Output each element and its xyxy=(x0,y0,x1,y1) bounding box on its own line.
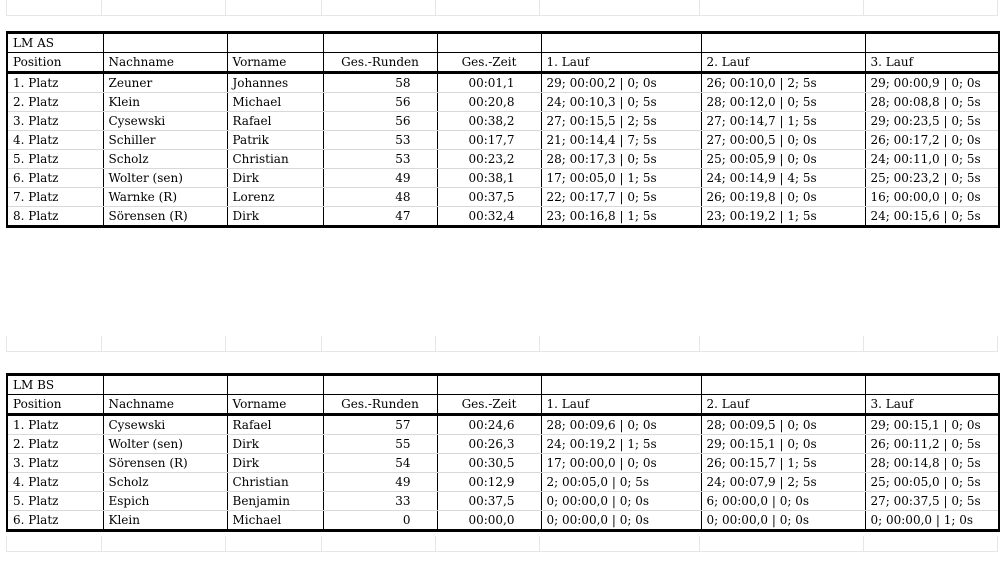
table-row xyxy=(7,131,999,150)
cell-lauf-2[interactable]: 26; 00:15,7 | 1; 5s xyxy=(701,454,865,473)
column-header-lauf-3[interactable]: 3. Lauf xyxy=(865,395,999,415)
column-header-ges-runden[interactable]: Ges.-Runden xyxy=(323,53,437,73)
empty-cell[interactable] xyxy=(227,33,323,53)
cell-position[interactable]: 1. Platz xyxy=(7,415,103,435)
cell-lauf-3[interactable]: 25; 00:05,0 | 0; 5s xyxy=(865,473,999,492)
cell-lauf-3[interactable]: 27; 00:37,5 | 0; 5s xyxy=(865,492,999,511)
empty-cell[interactable] xyxy=(701,33,865,53)
cell-ges-zeit[interactable]: 00:12,9 xyxy=(437,473,541,492)
cell-nachname[interactable]: Wolter (sen) xyxy=(103,435,227,454)
cell-lauf-1[interactable]: 28; 00:09,6 | 0; 0s xyxy=(541,415,701,435)
cell-ges-zeit[interactable]: 00:00,0 xyxy=(437,511,541,531)
empty-cell[interactable] xyxy=(227,375,323,395)
cell-lauf-2[interactable]: 0; 00:00,0 | 0; 0s xyxy=(701,511,865,531)
column-header-lauf-1[interactable]: 1. Lauf xyxy=(541,53,701,73)
cell-lauf-3[interactable]: 26; 00:11,2 | 0; 5s xyxy=(865,435,999,454)
cell-lauf-3[interactable]: 16; 00:00,0 | 0; 0s xyxy=(865,188,999,207)
empty-grid-row xyxy=(6,336,998,352)
cell-lauf-3[interactable]: 29; 00:00,9 | 0; 0s xyxy=(865,73,999,93)
cell-ges-zeit[interactable]: 00:20,8 xyxy=(437,93,541,112)
cell-ges-zeit[interactable]: 00:01,1 xyxy=(437,73,541,93)
cell-lauf-2[interactable]: 26; 00:10,0 | 2; 5s xyxy=(701,73,865,93)
cell-ges-runden[interactable]: 0 xyxy=(323,511,437,531)
table-row xyxy=(7,169,999,188)
cell-lauf-1[interactable]: 29; 00:00,2 | 0; 0s xyxy=(541,73,701,93)
cell-position[interactable]: 4. Platz xyxy=(7,131,103,150)
cell-lauf-2[interactable]: 24; 00:07,9 | 2; 5s xyxy=(701,473,865,492)
column-header-lauf-2[interactable]: 2. Lauf xyxy=(701,395,865,415)
cell-lauf-3[interactable]: 25; 00:23,2 | 0; 5s xyxy=(865,169,999,188)
cell-ges-runden[interactable]: 57 xyxy=(323,415,437,435)
cell-ges-runden[interactable]: 47 xyxy=(323,207,437,227)
column-header-ges-zeit[interactable]: Ges.-Zeit xyxy=(437,53,541,73)
empty-grid-row xyxy=(6,0,998,16)
empty-cell[interactable] xyxy=(701,375,865,395)
cell-position[interactable]: 2. Platz xyxy=(7,93,103,112)
cell-ges-runden[interactable]: 56 xyxy=(323,112,437,131)
cell-lauf-3[interactable]: 28; 00:14,8 | 0; 5s xyxy=(865,454,999,473)
column-header-lauf-2[interactable]: 2. Lauf xyxy=(701,53,865,73)
column-header-lauf-3[interactable]: 3. Lauf xyxy=(865,53,999,73)
cell-lauf-2[interactable]: 29; 00:15,1 | 0; 0s xyxy=(701,435,865,454)
cell-lauf-3[interactable]: 0; 00:00,0 | 1; 0s xyxy=(865,511,999,531)
cell-lauf-1[interactable]: 0; 00:00,0 | 0; 0s xyxy=(541,492,701,511)
cell-ges-zeit[interactable]: 00:23,2 xyxy=(437,150,541,169)
cell-ges-zeit[interactable]: 00:17,7 xyxy=(437,131,541,150)
table-row xyxy=(7,150,999,169)
cell-lauf-1[interactable]: 22; 00:17,7 | 0; 5s xyxy=(541,188,701,207)
empty-cell[interactable] xyxy=(541,33,701,53)
empty-cell[interactable] xyxy=(323,33,437,53)
cell-position[interactable]: 4. Platz xyxy=(7,473,103,492)
table-row xyxy=(7,473,999,492)
results-table-lm-as xyxy=(6,31,1000,228)
cell-nachname[interactable]: Warnke (R) xyxy=(103,188,227,207)
table-title[interactable]: LM BS xyxy=(7,375,103,395)
cell-lauf-1[interactable]: 21; 00:14,4 | 7; 5s xyxy=(541,131,701,150)
table-row xyxy=(7,112,999,131)
empty-cell[interactable] xyxy=(103,33,227,53)
cell-ges-zeit[interactable]: 00:37,5 xyxy=(437,492,541,511)
results-table-lm-bs xyxy=(6,373,1000,532)
cell-vorname[interactable]: Rafael xyxy=(227,112,323,131)
empty-grid-row xyxy=(6,536,998,552)
empty-cell[interactable] xyxy=(437,375,541,395)
cell-lauf-1[interactable]: 23; 00:16,8 | 1; 5s xyxy=(541,207,701,227)
table-title[interactable]: LM AS xyxy=(7,33,103,53)
cell-position[interactable]: 8. Platz xyxy=(7,207,103,227)
cell-ges-runden[interactable]: 56 xyxy=(323,93,437,112)
column-header-position[interactable]: Position xyxy=(7,53,103,73)
cell-lauf-2[interactable]: 6; 00:00,0 | 0; 0s xyxy=(701,492,865,511)
cell-lauf-2[interactable]: 27; 00:14,7 | 1; 5s xyxy=(701,112,865,131)
cell-lauf-3[interactable]: 24; 00:15,6 | 0; 5s xyxy=(865,207,999,227)
column-header-ges-runden[interactable]: Ges.-Runden xyxy=(323,395,437,415)
cell-ges-runden[interactable]: 49 xyxy=(323,473,437,492)
cell-lauf-3[interactable]: 24; 00:11,0 | 0; 5s xyxy=(865,150,999,169)
table-row xyxy=(7,207,999,227)
cell-ges-zeit[interactable]: 00:37,5 xyxy=(437,188,541,207)
empty-cell[interactable] xyxy=(103,375,227,395)
cell-position[interactable]: 3. Platz xyxy=(7,454,103,473)
cell-lauf-2[interactable]: 25; 00:05,9 | 0; 0s xyxy=(701,150,865,169)
cell-vorname[interactable]: Dirk xyxy=(227,435,323,454)
cell-vorname[interactable]: Michael xyxy=(227,511,323,531)
cell-position[interactable]: 5. Platz xyxy=(7,150,103,169)
cell-vorname[interactable]: Johannes xyxy=(227,73,323,93)
cell-position[interactable]: 1. Platz xyxy=(7,73,103,93)
cell-ges-runden[interactable]: 49 xyxy=(323,169,437,188)
cell-lauf-1[interactable]: 27; 00:15,5 | 2; 5s xyxy=(541,112,701,131)
table-row xyxy=(7,435,999,454)
table-row xyxy=(7,415,999,435)
cell-lauf-1[interactable]: 28; 00:17,3 | 0; 5s xyxy=(541,150,701,169)
cell-ges-zeit[interactable]: 00:32,4 xyxy=(437,207,541,227)
cell-position[interactable]: 2. Platz xyxy=(7,435,103,454)
cell-vorname[interactable]: Christian xyxy=(227,150,323,169)
table-row xyxy=(7,454,999,473)
empty-cell[interactable] xyxy=(541,375,701,395)
column-header-vorname[interactable]: Vorname xyxy=(227,53,323,73)
cell-vorname[interactable]: Michael xyxy=(227,93,323,112)
table-body xyxy=(7,73,999,227)
empty-cell[interactable] xyxy=(865,33,999,53)
cell-vorname[interactable]: Christian xyxy=(227,473,323,492)
cell-ges-runden[interactable]: 58 xyxy=(323,73,437,93)
table-row xyxy=(7,188,999,207)
cell-vorname[interactable]: Benjamin xyxy=(227,492,323,511)
cell-ges-runden[interactable]: 48 xyxy=(323,188,437,207)
column-header-nachname[interactable]: Nachname xyxy=(103,395,227,415)
cell-ges-runden[interactable]: 54 xyxy=(323,454,437,473)
cell-position[interactable]: 6. Platz xyxy=(7,169,103,188)
column-header-vorname[interactable]: Vorname xyxy=(227,395,323,415)
cell-ges-zeit[interactable]: 00:38,2 xyxy=(437,112,541,131)
cell-nachname[interactable]: Sörensen (R) xyxy=(103,207,227,227)
cell-nachname[interactable]: Sörensen (R) xyxy=(103,454,227,473)
cell-nachname[interactable]: Cysewski xyxy=(103,415,227,435)
header-row xyxy=(7,395,999,415)
cell-nachname[interactable]: Espich xyxy=(103,492,227,511)
cell-lauf-3[interactable]: 28; 00:08,8 | 0; 5s xyxy=(865,93,999,112)
cell-nachname[interactable]: Scholz xyxy=(103,150,227,169)
cell-lauf-2[interactable]: 27; 00:00,5 | 0; 0s xyxy=(701,131,865,150)
cell-ges-zeit[interactable]: 00:24,6 xyxy=(437,415,541,435)
cell-nachname[interactable]: Cysewski xyxy=(103,112,227,131)
table-row xyxy=(7,73,999,93)
cell-lauf-3[interactable]: 29; 00:15,1 | 0; 0s xyxy=(865,415,999,435)
cell-vorname[interactable]: Lorenz xyxy=(227,188,323,207)
cell-nachname[interactable]: Klein xyxy=(103,93,227,112)
cell-ges-runden[interactable]: 33 xyxy=(323,492,437,511)
table-row xyxy=(7,511,999,531)
table-title-row xyxy=(7,33,999,53)
cell-nachname[interactable]: Wolter (sen) xyxy=(103,169,227,188)
cell-position[interactable]: 3. Platz xyxy=(7,112,103,131)
cell-lauf-2[interactable]: 24; 00:14,9 | 4; 5s xyxy=(701,169,865,188)
table-title-row xyxy=(7,375,999,395)
cell-lauf-1[interactable]: 17; 00:00,0 | 0; 0s xyxy=(541,454,701,473)
column-header-nachname[interactable]: Nachname xyxy=(103,53,227,73)
cell-vorname[interactable]: Dirk xyxy=(227,169,323,188)
table-row xyxy=(7,492,999,511)
table-row xyxy=(7,93,999,112)
cell-lauf-1[interactable]: 2; 00:05,0 | 0; 5s xyxy=(541,473,701,492)
cell-lauf-2[interactable]: 28; 00:12,0 | 0; 5s xyxy=(701,93,865,112)
column-header-lauf-1[interactable]: 1. Lauf xyxy=(541,395,701,415)
cell-ges-zeit[interactable]: 00:26,3 xyxy=(437,435,541,454)
cell-lauf-2[interactable]: 28; 00:09,5 | 0; 0s xyxy=(701,415,865,435)
cell-nachname[interactable]: Klein xyxy=(103,511,227,531)
cell-lauf-2[interactable]: 26; 00:19,8 | 0; 0s xyxy=(701,188,865,207)
cell-lauf-3[interactable]: 29; 00:23,5 | 0; 5s xyxy=(865,112,999,131)
cell-ges-runden[interactable]: 53 xyxy=(323,131,437,150)
cell-lauf-1[interactable]: 24; 00:10,3 | 0; 5s xyxy=(541,93,701,112)
cell-vorname[interactable]: Rafael xyxy=(227,415,323,435)
empty-cell[interactable] xyxy=(865,375,999,395)
table-body xyxy=(7,415,999,531)
cell-nachname[interactable]: Schiller xyxy=(103,131,227,150)
column-header-ges-zeit[interactable]: Ges.-Zeit xyxy=(437,395,541,415)
cell-position[interactable]: 7. Platz xyxy=(7,188,103,207)
cell-position[interactable]: 6. Platz xyxy=(7,511,103,531)
header-row xyxy=(7,53,999,73)
cell-vorname[interactable]: Dirk xyxy=(227,454,323,473)
cell-lauf-3[interactable]: 26; 00:17,2 | 0; 0s xyxy=(865,131,999,150)
cell-ges-runden[interactable]: 53 xyxy=(323,150,437,169)
cell-lauf-1[interactable]: 17; 00:05,0 | 1; 5s xyxy=(541,169,701,188)
cell-lauf-1[interactable]: 0; 00:00,0 | 0; 0s xyxy=(541,511,701,531)
cell-ges-runden[interactable]: 55 xyxy=(323,435,437,454)
empty-cell[interactable] xyxy=(323,375,437,395)
cell-vorname[interactable]: Dirk xyxy=(227,207,323,227)
cell-lauf-2[interactable]: 23; 00:19,2 | 1; 5s xyxy=(701,207,865,227)
cell-ges-zeit[interactable]: 00:38,1 xyxy=(437,169,541,188)
cell-ges-zeit[interactable]: 00:30,5 xyxy=(437,454,541,473)
cell-nachname[interactable]: Zeuner xyxy=(103,73,227,93)
cell-vorname[interactable]: Patrik xyxy=(227,131,323,150)
cell-nachname[interactable]: Scholz xyxy=(103,473,227,492)
empty-cell[interactable] xyxy=(437,33,541,53)
cell-position[interactable]: 5. Platz xyxy=(7,492,103,511)
column-header-position[interactable]: Position xyxy=(7,395,103,415)
cell-lauf-1[interactable]: 24; 00:19,2 | 1; 5s xyxy=(541,435,701,454)
